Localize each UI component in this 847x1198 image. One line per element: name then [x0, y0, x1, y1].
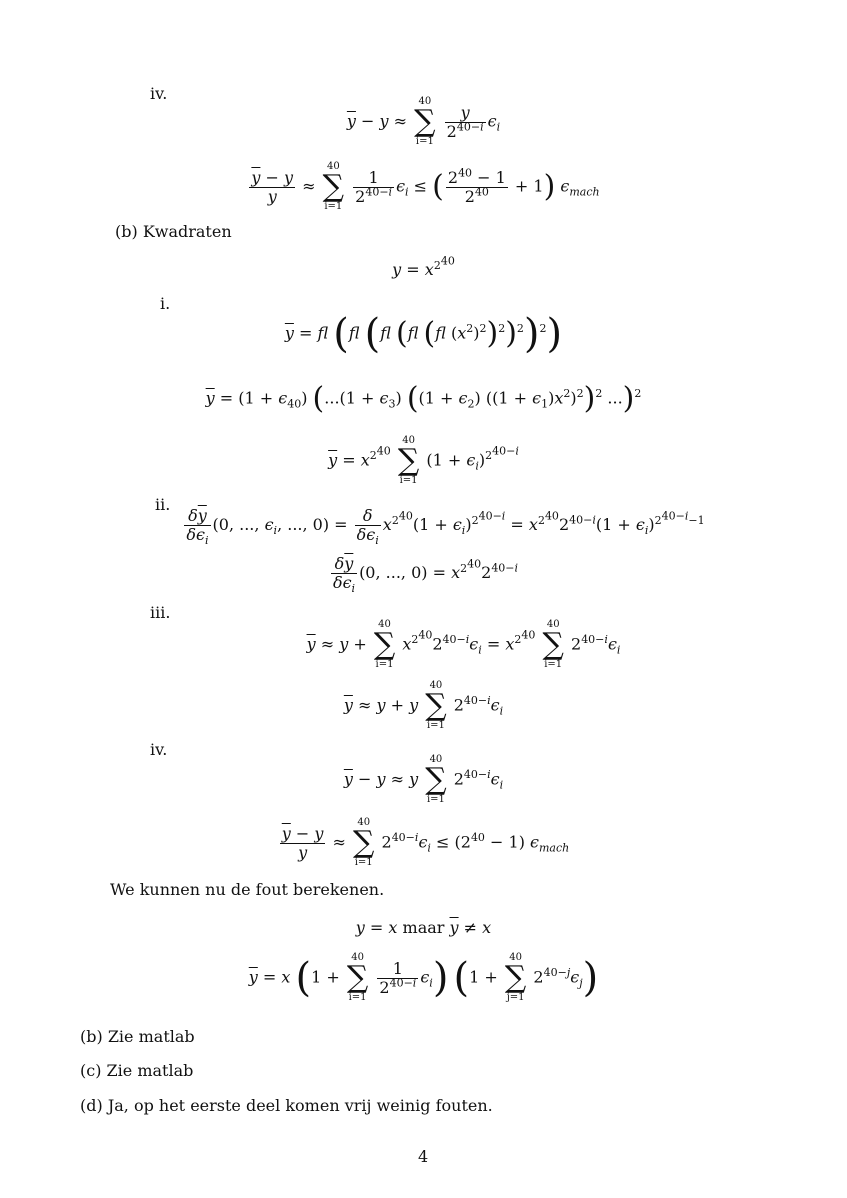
equation-iv-b-2: $\frac{\overline{y} - y}{y}$ ≈ 40 ∑ i=1 $2^{40-i}\epsilon_i \le (2^{40} - 1)$ $\epsilon_{mach}$ [281, 817, 570, 868]
equation-i-3: $\overline{y} = x^{2^{40}}$ 40 ∑ i=1 $(1 + \epsilon_i)^{2^{40-i}}$ [328, 435, 519, 486]
equation-y-maar: y = x maar $\overline{y} \ne x$ [355, 918, 492, 937]
equation-iv-a-1: $\overline{y} - y$ ≈ 40 ∑ i=1 $\frac{y}{2^{40-i}}$ $\epsilon_i$ [346, 96, 501, 147]
item-label-ii: ii. [155, 495, 171, 514]
equation-ii-1: $\frac{\delta\overline{y}}{\delta\epsilon_i}$ (0, ..., $\epsilon_i$, ..., 0) = $\frac{\delta}{\delta\epsilon_i}$ $x^{2^{40}}(1 + \epsilon_i)^{2^{40-i}} = x^{2^{40}}2^{40-i}(1 + \epsilon_i)^{2^{40-i}-1}$ [186, 506, 705, 548]
list-item-d: (d) Ja, op het eerste deel komen vrij weinig fouten. [80, 1096, 493, 1115]
item-label-iii: iii. [150, 603, 171, 622]
equation-i-2: $\overline{y} = (1 + \epsilon_{40}) (...(1 + \epsilon_3) ((1 + \epsilon_2) ((1 + \epsilon_1)x^2)^2)^2$ ...)$^2$ [205, 381, 642, 416]
list-item-c: (c) Zie matlab [80, 1061, 194, 1080]
paragraph-fout: We kunnen nu de fout berekenen. [110, 880, 385, 899]
section-heading-kwadraten: (b) Kwadraten [115, 222, 232, 241]
item-label-iv-a: iv. [150, 84, 168, 103]
equation-ii-2: $\frac{\delta\overline{y}}{\delta\epsilon_i}$ (0, ..., $0) = x^{2^{40}}2^{40-i}$ [332, 554, 519, 596]
equation-i-1: $\overline{y}$ = fl (fl (fl (fl (fl $(x^2)^2)^2)^2)^2$) [284, 311, 563, 357]
page-number: 4 [418, 1147, 429, 1166]
equation-y-def: $y = x^{2^{40}}$ [392, 254, 455, 279]
list-item-b: (b) Zie matlab [80, 1027, 195, 1046]
item-label-iv-b: iv. [150, 740, 168, 759]
equation-final: $\overline{y} = x$ (1 + 40 ∑ i=1 $\frac{1}{2^{40-i}}$ $\epsilon_i$) (1 + 40 ∑ j=1 $2^{40-j}\epsilon_j$) [248, 952, 599, 1003]
item-label-i: i. [160, 294, 171, 313]
equation-iii-1: $\overline{y} \approx y$ + 40 ∑ i=1 $x^{2^{40}}2^{40-i}\epsilon_i = x^{2^{40}}$ 40 ∑ i=1 $2^{40-i}\epsilon_i$ [306, 619, 621, 670]
equation-iv-b-1: $\overline{y} - y \approx y$ 40 ∑ i=1 $2^{40-i}\epsilon_i$ [343, 754, 504, 805]
equation-iii-2: $\overline{y} \approx y + y$ 40 ∑ i=1 $2^{40-i}\epsilon_i$ [343, 680, 504, 731]
equation-iv-a-2: $\frac{\overline{y} - y}{y}$ ≈ 40 ∑ i=1 $\frac{1}{2^{40-i}}$ $\epsilon_i$ ≤ ( $\frac{2^{40} - 1}{2^{40}}$ + 1) $\epsilon_{mach}$ [251, 161, 600, 212]
